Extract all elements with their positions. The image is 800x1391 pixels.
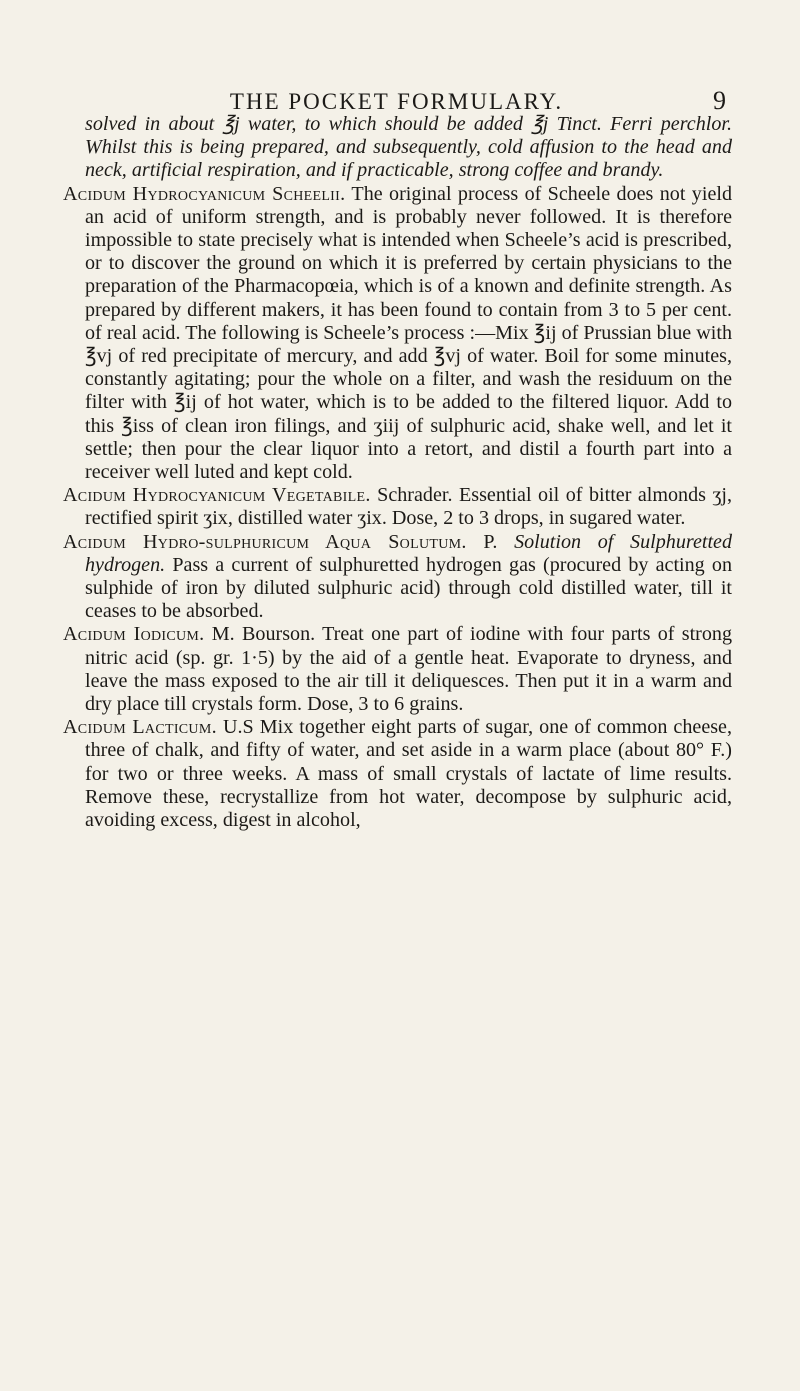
continued-paragraph: solved in about ℥j water, to which should be added ℥j Tinct. Ferri perchlor. Whilst this is being prepared, and subsequently, cold affusion to the head and neck, artificial respiration, and if practicable, strong coffee and brandy. xyxy=(85,113,732,182)
entry-acidum-iodicum xyxy=(63,623,732,716)
entry-heading: Acidum Iodicum. xyxy=(63,623,205,646)
entry-heading: Acidum Lacticum. xyxy=(63,716,217,739)
entry-heading: Acidum Hydro-sulphuricum Aqua Solutum. xyxy=(63,530,467,553)
entry-text: P. xyxy=(466,530,515,553)
entry-heading: Acidum Hydrocyanicum Vegetabile. xyxy=(63,484,371,507)
entry-text: Schrader. Essential oil of bitter almonds ʒj, rectified spirit ʒix, distilled water ʒix. Dose, 2 to 3 drops, in sugared water. xyxy=(85,484,732,530)
running-title: THE POCKET FORMULARY. xyxy=(229,89,564,114)
entry-acidum-hydrocyanicum-scheelii xyxy=(63,183,732,485)
entry-heading: Acidum Hydrocyanicum Scheelii. xyxy=(63,182,346,205)
entry-acidum-hydrocyanicum-vegetabile xyxy=(63,484,732,530)
page-body xyxy=(63,113,732,832)
entry-text: U.S Mix together eight parts of sugar, one of common cheese, three of chalk, and fifty of water, and set aside in a warm place (about 80° F.) for two or three weeks. A mass of small crystals of lactate of lime results. Remove these, recrystallize from hot water, decompose by sulphuric acid, avoiding excess, digest in alcohol, xyxy=(85,716,732,832)
page-header xyxy=(63,0,730,115)
entry-text: M. Bourson. Treat one part of iodine with four parts of strong nitric acid (sp. gr. 1·5) by the aid of a gentle heat. Evaporate to dryness, and leave the mass exposed to the air till it deliquesces. Then put it in a warm and dry place till crystals form. Dose, 3 to 6 grains. xyxy=(85,623,733,716)
entry-text: The original process of Scheele does not yield an acid of uniform strength, and is probably never followed. It is therefore impossible to state precisely what is intended when Scheele’s acid is prescribed, or to discover the ground on which it is preferred by certain physicians to the preparation of the Pharmacopœia, which is of a known and definite strength. As prepared by different makers, it has been found to contain from 3 to 5 per cent. of real acid. The following is Scheele’s process :—Mix ℥ij of Prussian blue with ℥vj of red precipitate of mercury, and add ℥vj of water. Boil for some minutes, constantly agitating; pour the whole on a filter, and wash the residuum on the filter with ℥ij of hot water, which is to be added to the filtered liquor. Add to this ℥iss of clean iron filings, and ʒiij of sulphuric acid, shake well, and let it settle; then pour the clear liquor into a retort, and distil a fourth part into a receiver well luted and kept cold. xyxy=(85,182,732,484)
page-number: 9 xyxy=(713,86,726,115)
entry-text: Pass a current of sulphuretted hydrogen gas (procured by acting on sulphide of iron by diluted sulphuric acid) through cold distilled water, till it ceases to be absorbed. xyxy=(85,553,732,623)
entry-acidum-hydro-sulphuricum xyxy=(63,531,732,624)
entry-acidum-lacticum xyxy=(63,716,732,832)
entry-italic-text: Solution of Sulphuretted hydrogen. xyxy=(85,530,732,576)
